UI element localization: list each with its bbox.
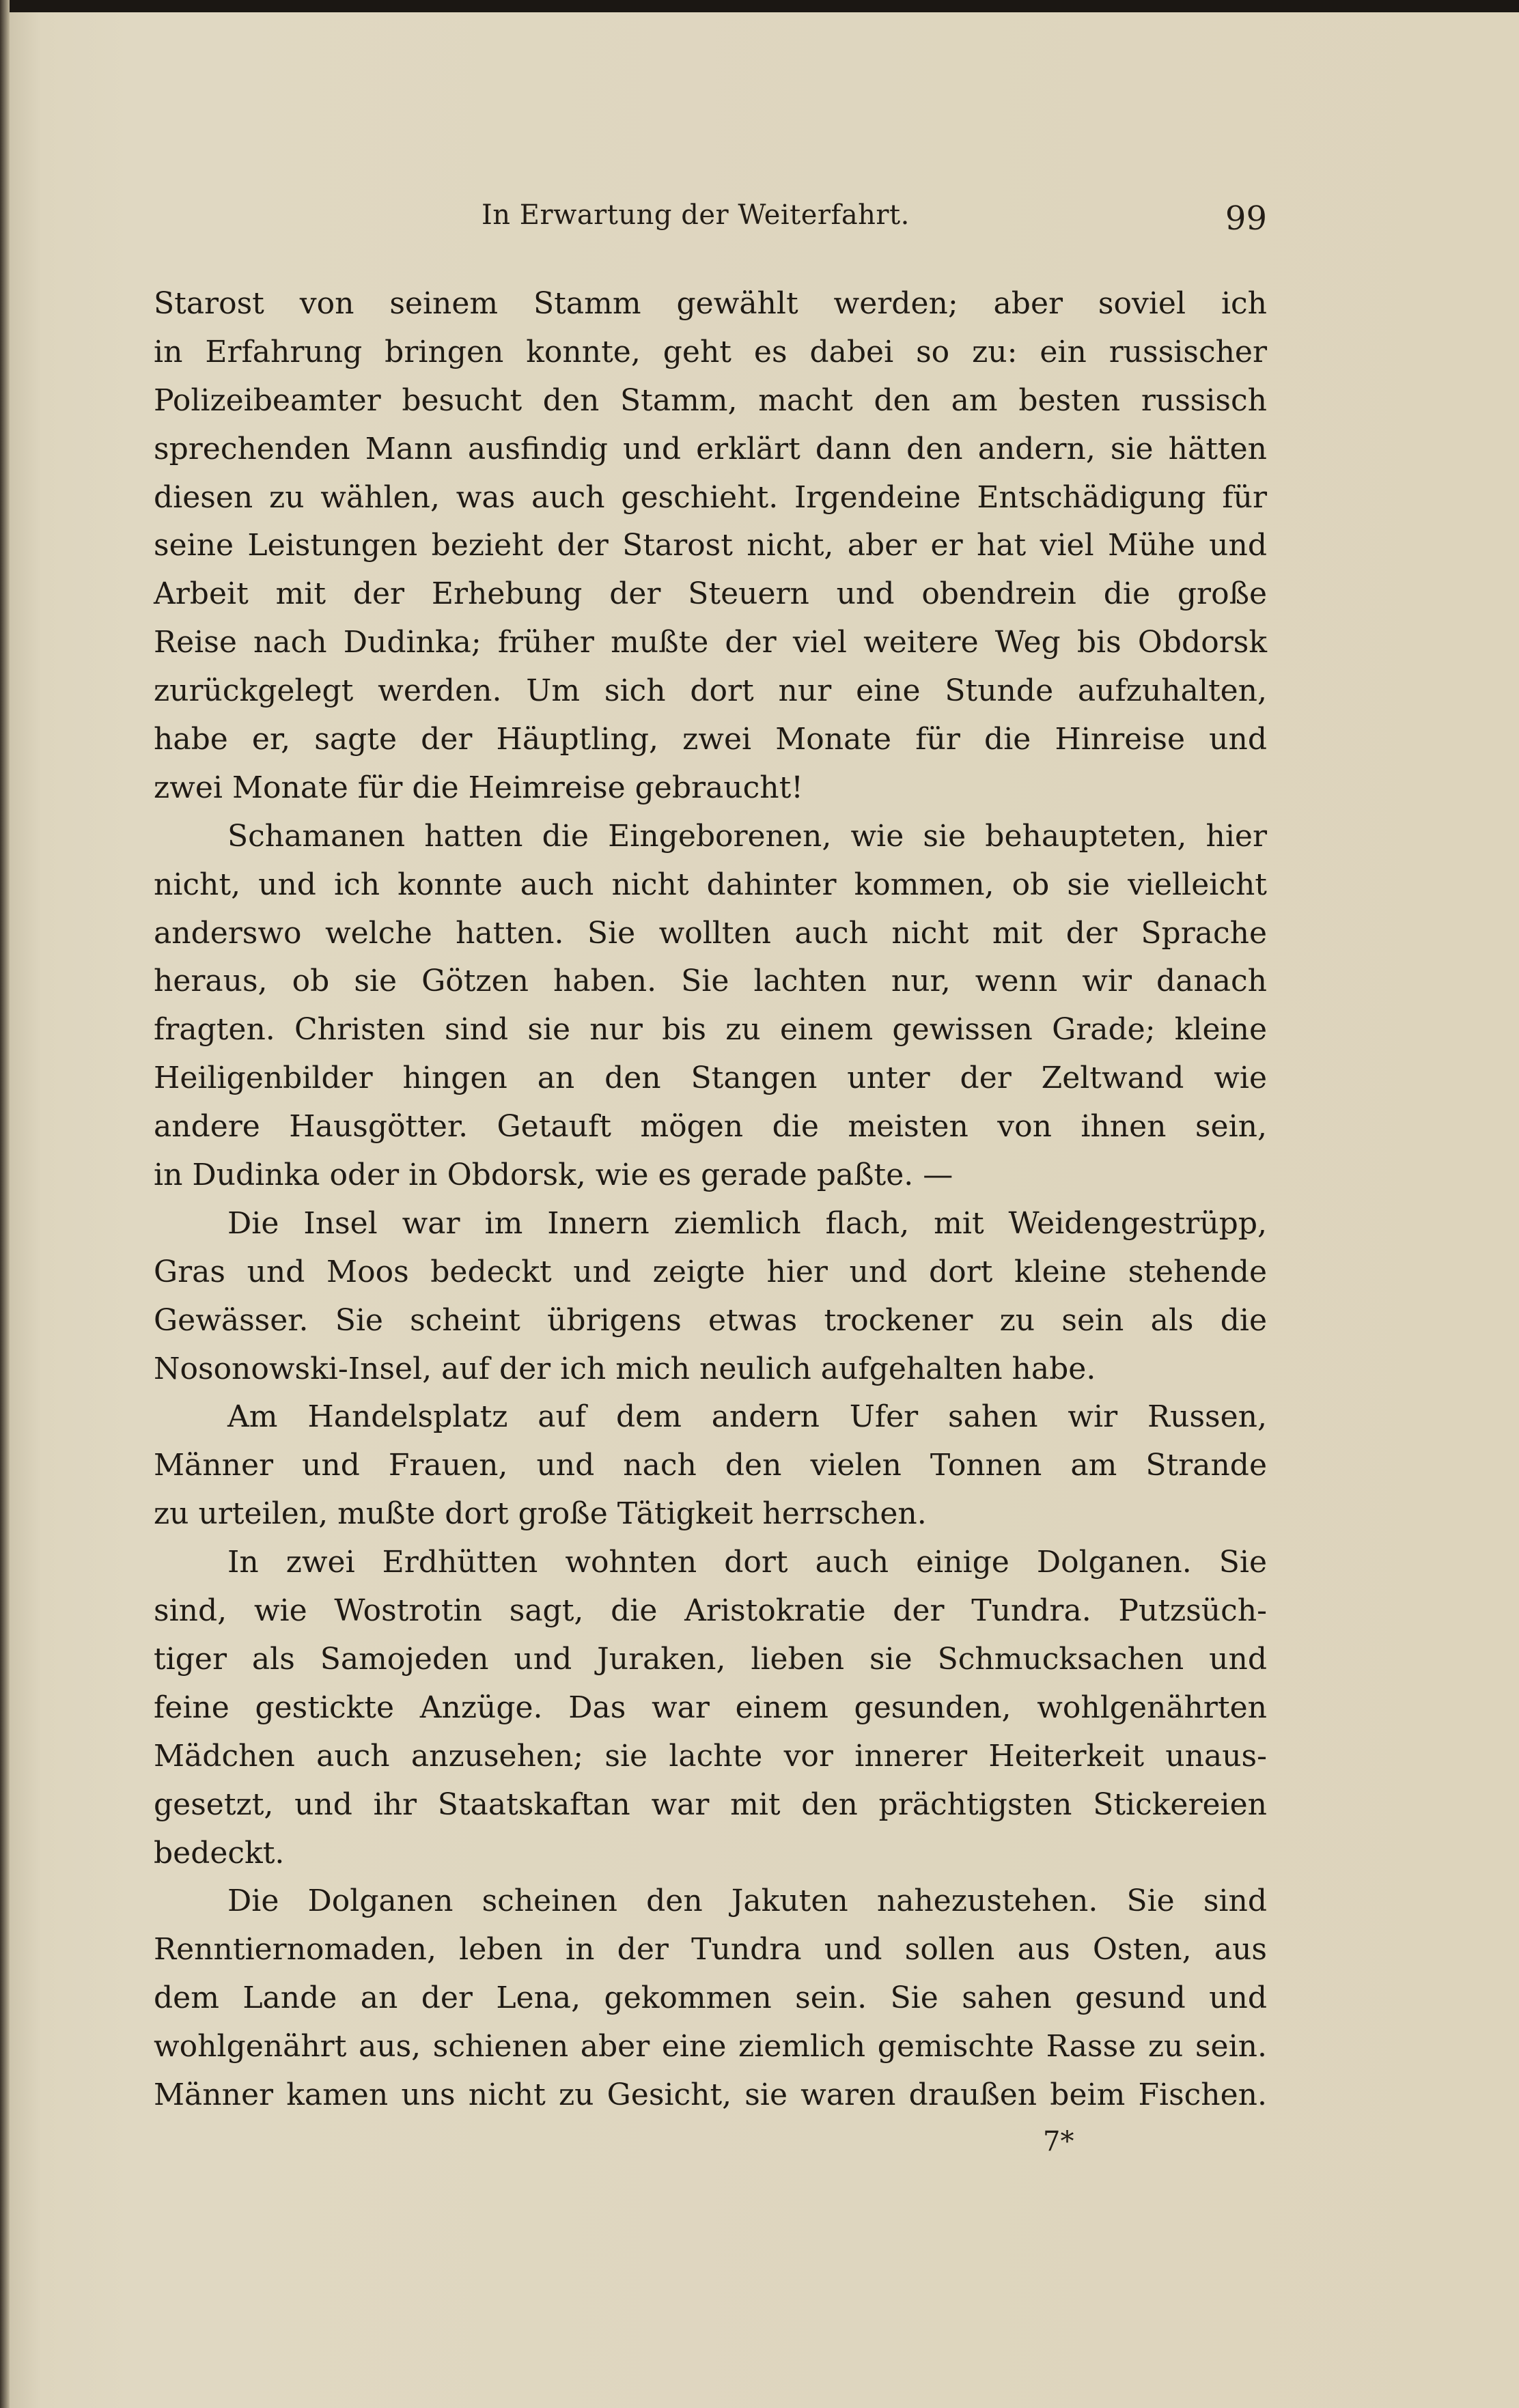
text-line: feine gestickte Anzüge. Das war einem gesunden, wohlgenährten xyxy=(154,1690,1267,1725)
text-line: zu urteilen, mußte dort große Tätigkeit herrschen. xyxy=(154,1496,927,1532)
sheet-signature: 7* xyxy=(1043,2126,1074,2157)
text-line: gesetzt, und ihr Staatskaftan war mit den prächtigsten Stickereien xyxy=(154,1787,1267,1822)
running-head-title: In Erwartung der Weiterfahrt. xyxy=(482,199,910,231)
text-line: habe er, sagte der Häuptling, zwei Monate für die Hinreise und xyxy=(154,722,1267,757)
text-line: Die Dolganen scheinen den Jakuten nahezustehen. Sie sind xyxy=(227,1884,1267,1919)
text-line: sind, wie Wostrotin sagt, die Aristokratie der Tundra. Putzsüch- xyxy=(154,1593,1267,1629)
running-head xyxy=(154,199,1267,254)
page-number: 99 xyxy=(1225,199,1267,238)
text-line: Renntiernomaden, leben in der Tundra und sollen aus Osten, aus xyxy=(154,1932,1267,1968)
text-line: Mädchen auch anzusehen; sie lachte vor innerer Heiterkeit unaus- xyxy=(154,1738,1267,1774)
text-line: Männer und Frauen, und nach den vielen Tonnen am Strande xyxy=(154,1448,1267,1483)
text-line: anderswo welche hatten. Sie wollten auch nicht mit der Sprache xyxy=(154,915,1267,951)
text-line: wohlgenährt aus, schienen aber eine ziemlich gemischte Rasse zu sein. xyxy=(154,2029,1267,2064)
text-line: Die Insel war im Innern ziemlich flach, mit Weidengestrüpp, xyxy=(227,1205,1267,1241)
text-line: Starost von seinem Stamm gewählt werden; aber soviel ich xyxy=(154,286,1267,321)
body-text xyxy=(154,280,1267,2120)
text-line: Arbeit mit der Erhebung der Steuern und obendrein die große xyxy=(154,576,1267,612)
text-line: Männer kamen uns nicht zu Gesicht, sie waren draußen beim Fischen. xyxy=(154,2077,1267,2112)
text-line: heraus, ob sie Götzen haben. Sie lachten nur, wenn wir danach xyxy=(154,964,1267,999)
text-line: dem Lande an der Lena, gekommen sein. Sie sahen gesund und xyxy=(154,1980,1267,2016)
text-line: Nosonowski-Insel, auf der ich mich neulich aufgehalten habe. xyxy=(154,1351,1096,1386)
text-line: in Dudinka oder in Obdorsk, wie es gerade paßte. — xyxy=(154,1158,953,1193)
text-line: Polizeibeamter besucht den Stamm, macht den am besten russisch xyxy=(154,382,1267,418)
text-line: Gras und Moos bedeckt und zeigte hier und dort kleine stehende xyxy=(154,1254,1267,1289)
text-line: diesen zu wählen, was auch geschieht. Irgendeine Entschädigung für xyxy=(154,479,1267,515)
text-line: andere Hausgötter. Getauft mögen die meisten von ihnen sein, xyxy=(154,1109,1267,1145)
text-line: tiger als Samojeden und Juraken, lieben sie Schmucksachen und xyxy=(154,1641,1267,1677)
text-line: Schamanen hatten die Eingeborenen, wie sie behaupteten, hier xyxy=(227,818,1267,854)
text-line: zurückgelegt werden. Um sich dort nur eine Stunde aufzuhalten, xyxy=(154,673,1267,709)
text-line: Am Handelsplatz auf dem andern Ufer sahen wir Russen, xyxy=(227,1399,1267,1435)
text-line: Reise nach Dudinka; früher mußte der viel weitere Weg bis Obdorsk xyxy=(154,625,1267,660)
text-line: Heiligenbilder hingen an den Stangen unter der Zeltwand wie xyxy=(154,1061,1267,1096)
text-line: In zwei Erdhütten wohnten dort auch einige Dolganen. Sie xyxy=(227,1545,1267,1580)
text-line: Gewässer. Sie scheint übrigens etwas trockener zu sein als die xyxy=(154,1302,1267,1338)
text-line: bedeckt. xyxy=(154,1835,285,1871)
text-line: zwei Monate für die Heimreise gebraucht! xyxy=(154,770,803,805)
text-line: seine Leistungen bezieht der Starost nicht, aber er hat viel Mühe und xyxy=(154,528,1267,563)
text-line: in Erfahrung bringen konnte, geht es dabei so zu: ein russischer xyxy=(154,334,1267,369)
text-line: nicht, und ich konnte auch nicht dahinter kommen, ob sie vielleicht xyxy=(154,867,1267,902)
text-line: fragten. Christen sind sie nur bis zu einem gewissen Grade; kleine xyxy=(154,1012,1267,1048)
text-line: sprechenden Mann ausfindig und erklärt dann den andern, sie hätten xyxy=(154,431,1267,466)
